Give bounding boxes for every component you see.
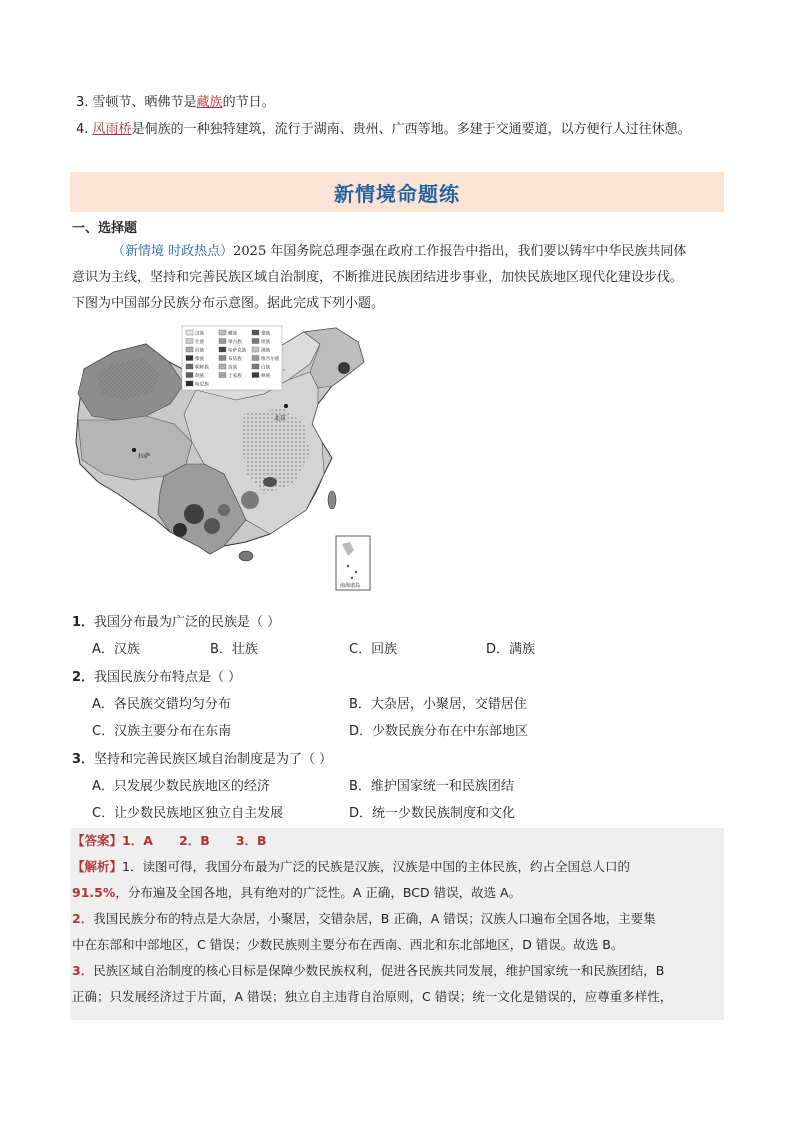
analysis-line-6: 正确；只发展经济过于片面，A 错误；独立自主违背自治原则，C 错误；统一文化是错误的，应尊重多样性， xyxy=(72,989,673,1004)
legend-swatch xyxy=(186,364,193,369)
legend-label: 哈尼族 xyxy=(195,382,209,388)
question-1 xyxy=(72,611,280,630)
stem-line-1 xyxy=(72,239,732,265)
note-3 xyxy=(76,94,275,112)
analysis-2-line-1: 我国民族分布的特点是大杂居，小聚居，交错杂居，B 正确，A 错误；汉族人口遍布全国各地，主要集 xyxy=(93,911,656,926)
legend-label: 满族 xyxy=(261,348,271,354)
legend-label: 侗族 xyxy=(195,374,205,380)
note-4-highlight: 风雨桥 xyxy=(92,122,132,137)
legend-label: 汉族 xyxy=(195,331,205,337)
legend-swatch xyxy=(219,364,226,369)
legend-swatch xyxy=(186,347,193,352)
q3-option-c: C．让少数民族地区独立自主发展 xyxy=(92,806,284,821)
stem-line-3: 下图为中国部分民族分布示意图。据此完成下列小题。 xyxy=(72,296,385,311)
analysis-2-number: 2． xyxy=(72,911,94,926)
question-1-number: 1． xyxy=(72,615,95,630)
legend-swatch xyxy=(252,356,259,361)
banner-title: 新情境命题练 xyxy=(334,181,460,206)
map-inset-label: 南海诸岛 xyxy=(340,583,361,589)
note-4-suffix: 是侗族的一种独特建筑，流行于湖南、贵州、广西等地。多建于交通要道，以方便行人过往休憩。 xyxy=(131,122,691,137)
question-2 xyxy=(72,666,241,685)
legend-label: 壮族 xyxy=(195,340,205,346)
map-legend xyxy=(182,326,282,390)
legend-swatch xyxy=(252,347,259,352)
q2-option-c: C．汉族主要分布在东南 xyxy=(92,724,232,739)
ethnic-distribution-map xyxy=(74,324,374,594)
legend-label: 蒙古族 xyxy=(228,340,242,346)
legend-swatch xyxy=(219,356,226,361)
legend-label: 哈萨克族 xyxy=(228,348,247,354)
q2-option-d: D．少数民族分布在中东部地区 xyxy=(349,724,529,739)
question-3 xyxy=(72,748,332,767)
stem-tag: （新情境 时政热点） xyxy=(112,244,234,259)
legend-label: 布依族 xyxy=(228,357,242,363)
q3-option-d: D．统一少数民族制度和文化 xyxy=(349,806,516,821)
map-label-city3: 拉萨 xyxy=(138,453,151,460)
legend-swatch xyxy=(252,330,259,335)
question-1-text: 我国分布最为广泛的民族是（ ） xyxy=(94,615,281,630)
q2-option-b: B．大杂居，小聚居，交错居住 xyxy=(349,697,527,712)
legend-swatch xyxy=(252,339,259,344)
analysis-line-3 xyxy=(72,906,722,932)
q1-option-d: D．满族 xyxy=(486,642,536,657)
south-china-sea-inset xyxy=(336,536,370,590)
question-3-text: 坚持和完善民族区域自治制度是为了（ ） xyxy=(94,752,333,767)
analysis-1-line-1: 1．读图可得，我国分布最为广泛的民族是汉族，汉族是中国的主体民族，约占全国总人口的 xyxy=(122,859,630,874)
answer-values: 1．A 2．B 3．B xyxy=(122,833,267,848)
analysis-label: 【解析】 xyxy=(72,859,123,874)
legend-label: 藏族 xyxy=(228,331,238,337)
legend-swatch xyxy=(186,330,193,335)
answer-label: 【答案】 xyxy=(72,833,123,848)
legend-label: 傣族 xyxy=(195,357,205,363)
answer-line xyxy=(72,828,722,854)
legend-label: 土家族 xyxy=(228,374,242,380)
note-4 xyxy=(76,121,691,139)
note-4-prefix: 4. xyxy=(76,122,93,137)
question-stem xyxy=(72,239,732,317)
legend-label: 黎族 xyxy=(261,331,271,337)
legend-swatch xyxy=(219,339,226,344)
legend-label: 白族 xyxy=(261,365,271,371)
note-3-prefix: 3. 雪顿节、晒佛节是 xyxy=(76,95,197,110)
question-2-text: 我国民族分布特点是（ ） xyxy=(94,670,242,685)
map-label-city2: 北京 xyxy=(274,415,287,422)
q1-option-c: C．回族 xyxy=(349,642,398,657)
answer-section xyxy=(72,828,722,1010)
legend-label: 维吾尔族 xyxy=(261,357,280,363)
legend-label: 彝族 xyxy=(261,374,271,380)
stem-line-1-text: 2025 年国务院总理李强在政府工作报告中指出，我们要以铸牢中华民族共同体 xyxy=(233,244,687,259)
legend-label: 朝鲜族 xyxy=(195,365,209,371)
legend-label: 瑶族 xyxy=(261,340,271,346)
note-3-highlight: 藏族 xyxy=(196,95,223,110)
q2-option-a: A．各民族交错均匀分布 xyxy=(92,697,231,712)
analysis-1-percent: 91.5% xyxy=(72,885,116,900)
question-2-number: 2． xyxy=(72,670,95,685)
legend-swatch xyxy=(219,373,226,378)
q3-option-b: B．维护国家统一和民族团结 xyxy=(349,779,514,794)
analysis-3-line-1: 民族区域自治制度的核心目标是保障少数民族权利，促进各民族共同发展，维护国家统一和民族团结，B xyxy=(93,963,665,978)
question-3-number: 3． xyxy=(72,752,95,767)
legend-swatch xyxy=(219,347,226,352)
legend-label: 苗族 xyxy=(228,365,238,371)
legend-swatch xyxy=(252,364,259,369)
analysis-3-number: 3． xyxy=(72,963,94,978)
q1-option-a: A．汉族 xyxy=(92,642,140,657)
legend-swatch xyxy=(186,373,193,378)
analysis-line-4: 中在东部和中部地区，C 错误；少数民族则主要分布在西南、西北和东北部地区，D 错误。故选 B。 xyxy=(72,937,624,952)
analysis-line-1 xyxy=(72,854,722,880)
legend-swatch xyxy=(219,330,226,335)
section-banner xyxy=(70,172,724,212)
q3-option-a: A．只发展少数民族地区的经济 xyxy=(92,779,270,794)
legend-swatch xyxy=(186,381,193,386)
legend-swatch xyxy=(186,356,193,361)
q1-option-b: B．壮族 xyxy=(210,642,258,657)
analysis-line-5 xyxy=(72,958,722,984)
legend-swatch xyxy=(186,339,193,344)
section-title: 一、选择题 xyxy=(72,221,138,236)
stem-line-2: 意识为主线，坚持和完善民族区域自治制度，不断推进民族团结进步事业，加快民族地区现代化建设步伐。 xyxy=(72,270,684,285)
analysis-line-2 xyxy=(72,880,722,906)
legend-label: 回族 xyxy=(195,348,205,354)
analysis-1-line-2: ，分布遍及全国各地，具有绝对的广泛性。A 正确，BCD 错误，故选 A。 xyxy=(115,885,522,900)
note-3-suffix: 的节日。 xyxy=(222,95,275,110)
legend-swatch xyxy=(252,373,259,378)
